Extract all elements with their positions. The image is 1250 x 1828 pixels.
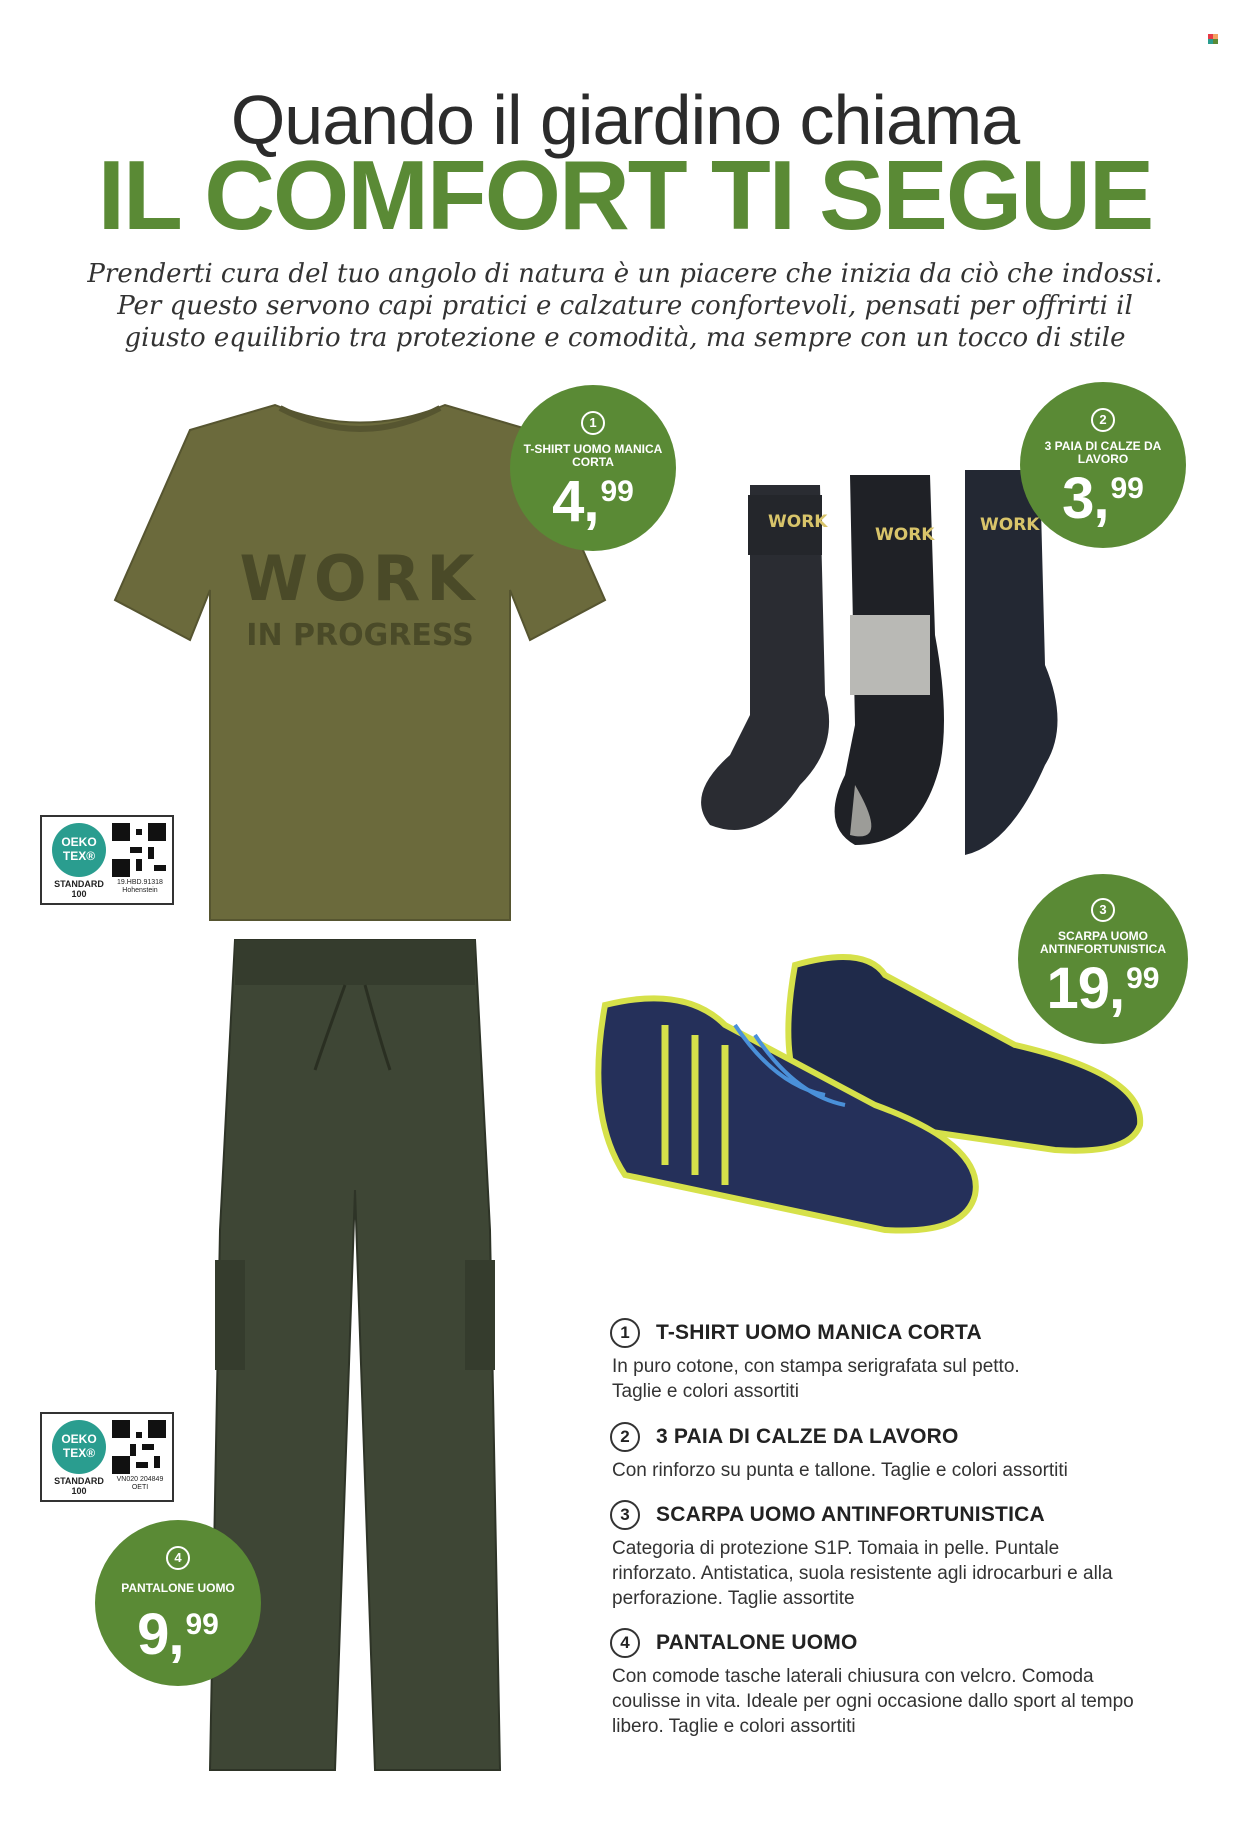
oeko-tex-logo: OEKO TEX® bbox=[52, 823, 106, 877]
badge-price bbox=[510, 469, 676, 534]
price-badge-shoes bbox=[1018, 874, 1188, 1044]
description-number: 1 bbox=[610, 1318, 640, 1348]
price-euros: 4, bbox=[552, 469, 599, 534]
description-line: libero. Taglie e colori assortiti bbox=[612, 1716, 856, 1737]
description-line: Con comode tasche laterali chiusura con velcro. Comoda bbox=[612, 1666, 1094, 1687]
description-text bbox=[610, 1458, 1190, 1483]
badge-number: 2 bbox=[1091, 408, 1115, 432]
oeko-tex-label-pants bbox=[40, 1412, 174, 1502]
price-badge-tshirt bbox=[510, 385, 676, 551]
description-item bbox=[610, 1422, 1190, 1483]
description-title: SCARPA UOMO ANTINFORTUNISTICA bbox=[656, 1503, 1045, 1526]
price-cents: 99 bbox=[185, 1608, 219, 1641]
oeko-tex-label-tshirt bbox=[40, 815, 174, 905]
oeko-tex-institute: OETI bbox=[131, 1484, 149, 1491]
description-item bbox=[610, 1318, 1190, 1404]
description-number: 2 bbox=[610, 1422, 640, 1452]
badge-price bbox=[1020, 466, 1186, 531]
price-badge-pants bbox=[95, 1520, 261, 1686]
intro-line: Prenderti cura del tuo angolo di natura è un piacere che inizia da ciò che indossi. bbox=[87, 259, 1163, 289]
oeko-tex-certificate: 19.HBD.91318 bbox=[117, 879, 163, 886]
qr-code-icon bbox=[112, 823, 166, 877]
badge-label: T-SHIRT UOMO MANICA CORTA bbox=[523, 442, 663, 469]
description-title: 3 PAIA DI CALZE DA LAVORO bbox=[656, 1425, 959, 1448]
description-text bbox=[610, 1664, 1190, 1739]
intro-line: Per questo servono capi pratici e calzature confortevoli, pensati per offrirti il bbox=[117, 291, 1133, 321]
oeko-tex-standard: STANDARD 100 bbox=[54, 1476, 104, 1496]
badge-price bbox=[95, 1602, 261, 1667]
description-item bbox=[610, 1500, 1190, 1611]
tshirt-print-progress: IN PROGRESS bbox=[246, 618, 474, 653]
oeko-tex-code bbox=[108, 1476, 172, 1492]
description-line: In puro cotone, con stampa serigrafata sul petto. bbox=[612, 1356, 1020, 1377]
price-euros: 9, bbox=[137, 1602, 184, 1667]
price-euros: 19, bbox=[1046, 956, 1125, 1021]
price-badge-socks bbox=[1020, 382, 1186, 548]
tshirt-print-work: WORK bbox=[239, 542, 481, 615]
badge-number: 4 bbox=[166, 1546, 190, 1570]
badge-label: PANTALONE UOMO bbox=[121, 1581, 235, 1595]
oeko-tex-institute: Hohenstein bbox=[122, 887, 158, 894]
badge-number: 1 bbox=[581, 411, 605, 435]
price-cents: 99 bbox=[600, 475, 634, 508]
description-text bbox=[610, 1354, 1190, 1404]
description-title: PANTALONE UOMO bbox=[656, 1631, 858, 1654]
description-line: Taglie e colori assortiti bbox=[612, 1381, 799, 1402]
price-cents: 99 bbox=[1110, 472, 1144, 505]
description-number: 4 bbox=[610, 1628, 640, 1658]
sock-label: WORK bbox=[875, 525, 935, 545]
headline: Quando il giardino chiama bbox=[230, 81, 1020, 159]
description-text bbox=[610, 1536, 1190, 1611]
intro-line: giusto equilibrio tra protezione e comodità, ma sempre con un tocco di stile bbox=[124, 323, 1126, 353]
oeko-tex-code bbox=[108, 879, 172, 895]
description-line: Categoria di protezione S1P. Tomaia in pelle. Puntale bbox=[612, 1538, 1060, 1559]
description-line: rinforzato. Antistatica, suola resistente agli idrocarburi e alla bbox=[612, 1563, 1113, 1584]
intro-text bbox=[80, 258, 1170, 354]
oeko-tex-certificate: VN020 204849 bbox=[116, 1476, 164, 1483]
oeko-tex-standard: STANDARD 100 bbox=[54, 879, 104, 899]
badge-label: 3 PAIA DI CALZE DA LAVORO bbox=[1044, 439, 1162, 466]
description-number: 3 bbox=[610, 1500, 640, 1530]
description-title: T-SHIRT UOMO MANICA CORTA bbox=[656, 1321, 982, 1344]
subheadline: IL COMFORT TI SEGUE bbox=[97, 140, 1153, 250]
description-line: coulisse in vita. Ideale per ogni occasione dallo sport al tempo bbox=[612, 1691, 1134, 1712]
price-euros: 3, bbox=[1062, 466, 1109, 531]
badge-label: SCARPA UOMO ANTINFORTUNISTICA bbox=[1040, 929, 1166, 956]
sock-label: WORK bbox=[980, 515, 1040, 535]
badge-price bbox=[1018, 956, 1188, 1021]
description-line: perforazione. Taglie assortite bbox=[612, 1588, 855, 1609]
badge-number: 3 bbox=[1091, 898, 1115, 922]
sock-label: WORK bbox=[768, 512, 828, 532]
qr-code-icon bbox=[112, 1420, 166, 1474]
description-line: Con rinforzo su punta e tallone. Taglie e colori assortiti bbox=[612, 1460, 1068, 1481]
corner-logo-icon bbox=[1208, 34, 1218, 44]
oeko-tex-logo: OEKO TEX® bbox=[52, 1420, 106, 1474]
description-item bbox=[610, 1628, 1190, 1739]
price-cents: 99 bbox=[1126, 962, 1160, 995]
